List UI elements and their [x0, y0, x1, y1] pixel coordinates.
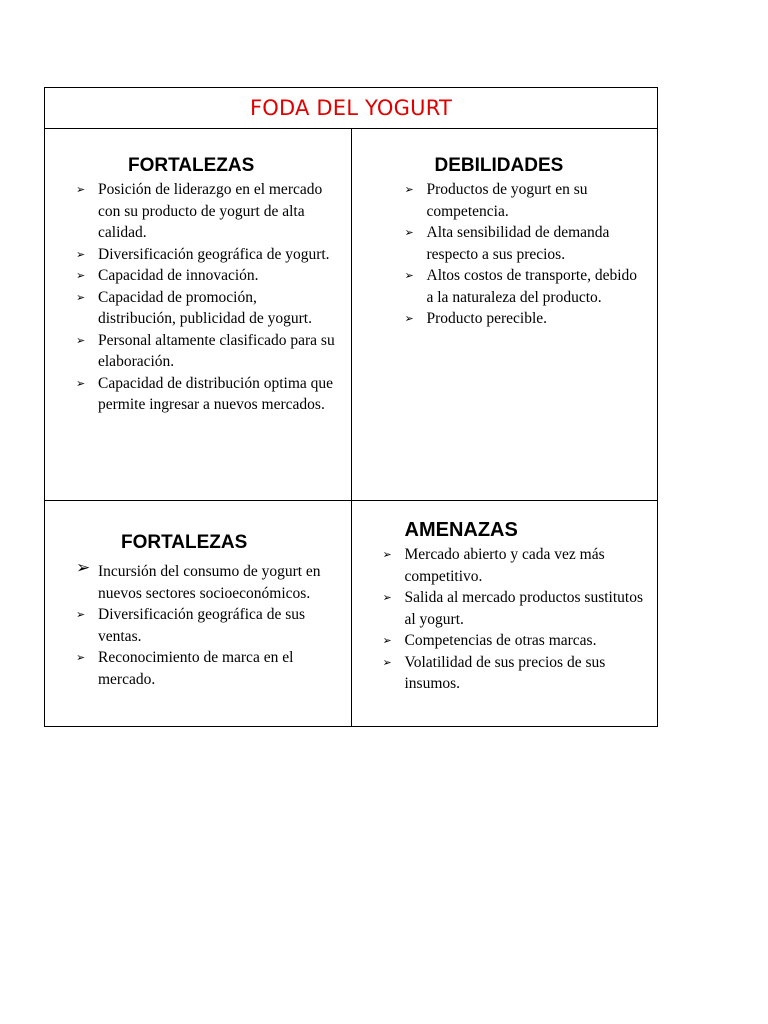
- arrowhead-bullet-icon: ➢: [382, 548, 392, 561]
- list-item-text: Alta sensibilidad de demanda respecto a sus precios.: [426, 224, 610, 263]
- quadrant-heading: AMENAZAS: [404, 519, 518, 541]
- arrowhead-bullet-icon: ➢: [76, 290, 86, 304]
- bullet-list: [45, 554, 346, 690]
- arrowhead-bullet-icon: ➢: [76, 608, 86, 621]
- list-item-text: Competencias de otras marcas.: [404, 632, 597, 649]
- list-item: [76, 647, 346, 690]
- quadrant-heading: FORTALEZAS: [128, 155, 255, 176]
- list-item: [76, 287, 338, 330]
- arrowhead-bullet-icon: ➢: [404, 312, 414, 325]
- quadrant-fortalezas-1: [45, 129, 352, 501]
- list-item: [76, 179, 338, 244]
- list-item: [404, 222, 647, 265]
- arrowhead-bullet-icon: ➢: [76, 247, 86, 261]
- list-item-text: Volatilidad de sus precios de sus insumos.: [404, 653, 606, 692]
- list-item: [76, 265, 338, 287]
- list-item-text: Producto perecible.: [426, 310, 548, 327]
- list-item-text: Diversificación geográfica de sus ventas.: [98, 606, 306, 645]
- arrowhead-bullet-icon: ➢: [76, 333, 86, 347]
- arrowhead-bullet-icon: ➢: [76, 183, 86, 196]
- swot-table: [44, 87, 658, 727]
- arrowhead-bullet-icon: ➢: [404, 269, 414, 282]
- arrowhead-bullet-icon: ➢: [76, 651, 86, 664]
- arrowhead-bullet-icon: ➢: [382, 591, 392, 604]
- list-item-text: Personal altamente clasificado para su elaboración.: [98, 331, 335, 370]
- list-item: [404, 265, 647, 308]
- list-item-text: Productos de yogurt en su competencia.: [426, 181, 588, 220]
- list-item: [76, 373, 338, 416]
- list-item-text: Salida al mercado productos sustitutos al yogurt.: [404, 589, 643, 628]
- list-item: [382, 630, 650, 652]
- arrowhead-bullet-icon: ➢: [382, 655, 392, 669]
- list-item-text: Posición de liderazgo en el mercado con su producto de yogurt de alta calidad.: [98, 181, 323, 241]
- quadrant-debilidades: [351, 129, 658, 501]
- arrowhead-bullet-icon: ➢: [76, 269, 86, 282]
- list-item-text: Capacidad de distribución optima que permite ingresar a nuevos mercados.: [98, 374, 334, 413]
- list-item: [76, 330, 338, 373]
- bullet-list: [45, 177, 338, 416]
- list-item-text: Incursión del consumo de yogurt en nuevos sectores socioeconómicos.: [98, 563, 321, 602]
- arrowhead-bullet-icon: ➢: [76, 376, 86, 390]
- list-item-text: Capacidad de promoción, distribución, publicidad de yogurt.: [98, 288, 312, 327]
- list-item-text: Mercado abierto y cada vez más competitivo.: [404, 546, 605, 585]
- arrowhead-bullet-icon: ➢: [382, 634, 392, 647]
- arrowhead-bullet-icon: ➢: [76, 558, 91, 578]
- list-item-text: Altos costos de transporte, debido a la naturaleza del producto.: [426, 267, 638, 306]
- title-cell: [45, 88, 658, 129]
- bullet-list: [352, 177, 647, 330]
- list-item: [382, 544, 650, 587]
- quadrant-heading: FORTALEZAS: [121, 532, 248, 553]
- list-item: [382, 587, 650, 630]
- list-item: [76, 558, 346, 604]
- list-item-text: Capacidad de innovación.: [98, 267, 259, 284]
- arrowhead-bullet-icon: ➢: [404, 226, 414, 239]
- bullet-list: [352, 541, 650, 695]
- list-item-text: Reconocimiento de marca en el mercado.: [98, 649, 294, 688]
- document-title: FODA DEL YOGURT: [249, 96, 452, 120]
- list-item: [404, 179, 647, 222]
- list-item: [382, 652, 650, 695]
- arrowhead-bullet-icon: ➢: [404, 183, 414, 196]
- quadrant-fortalezas-2: [45, 501, 352, 727]
- quadrant-heading: DEBILIDADES: [434, 155, 564, 176]
- list-item: [76, 244, 338, 266]
- list-item: [404, 308, 647, 330]
- list-item: [76, 604, 346, 647]
- quadrant-amenazas: [351, 501, 658, 727]
- list-item-text: Diversificación geográfica de yogurt.: [98, 245, 330, 263]
